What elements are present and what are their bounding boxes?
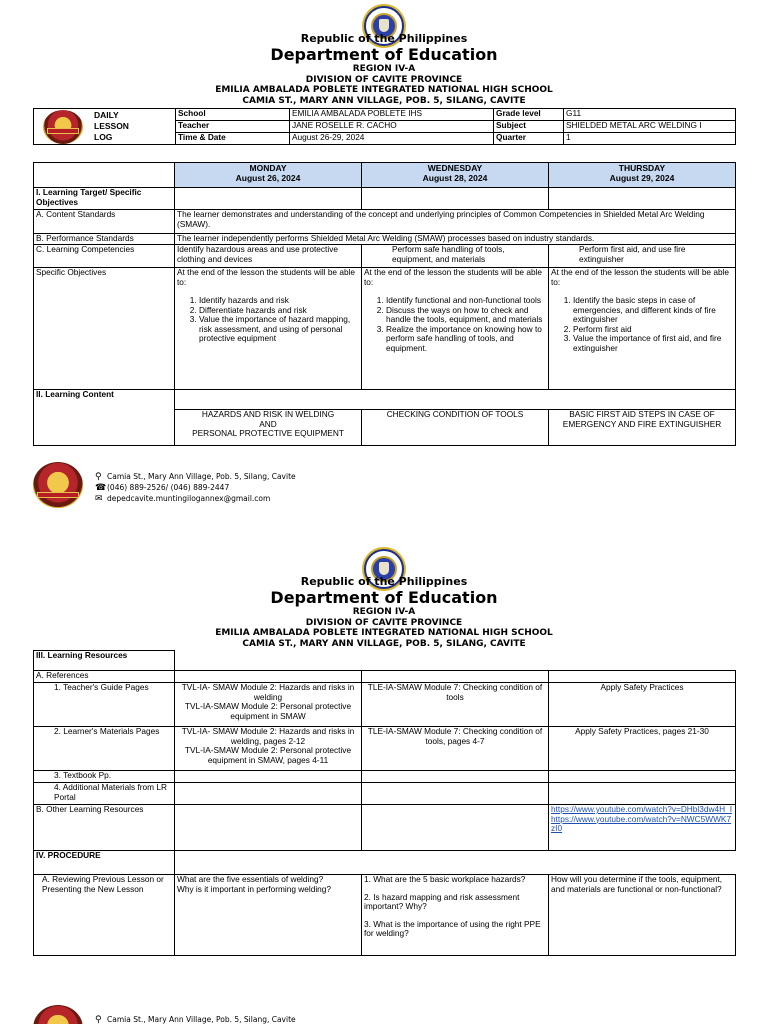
- lesson-table-2: [33, 650, 736, 956]
- region-line: REGION IV-A: [352, 64, 416, 74]
- competency-monday: Identify hazardous areas and use protective clothing and devices: [175, 245, 362, 268]
- footer-address: Camia St., Mary Ann Village, Pob. 5, Silang, Cavite: [107, 472, 296, 481]
- footer-logo: [33, 462, 83, 508]
- objective-item: 1. Identify functional and non-functional tools: [386, 296, 546, 306]
- info-table: [33, 108, 736, 145]
- resource-links: [549, 805, 736, 851]
- footer-email: depedcavite.muntingilogannex@gmail.com: [107, 494, 271, 503]
- school-logo: [43, 110, 83, 144]
- address-line: CAMIA ST., MARY ANN VILLAGE, POB. 5, SILANG, CAVITE: [242, 95, 526, 106]
- division-line: DIVISION OF CAVITE PROVINCE: [305, 74, 463, 85]
- footer-phone: (046) 889-2526/ (046) 889-2447: [107, 483, 230, 492]
- location-icon: ⚲: [95, 472, 102, 482]
- objective-item: 1. Identify hazards and risk: [199, 296, 359, 306]
- log-title-cell: [34, 109, 176, 145]
- time-value: August 26-29, 2024: [290, 133, 494, 145]
- references-label: A. References: [34, 671, 175, 683]
- youtube-link[interactable]: https://www.youtube.com/watch?v=NWC5WWK7zI0: [551, 813, 732, 833]
- content-thursday: BASIC FIRST AID STEPS IN CASE OF EMERGENCY AND FIRE EXTINGUISHER: [549, 410, 736, 446]
- procedure-wednesday: 1. What are the 5 basic workplace hazards? 2. Is hazard mapping and risk assessment important? Why? 3. What is the importance of using the right PPE for welding?: [362, 875, 549, 956]
- objectives-wednesday: At the end of the lesson the students will be able to: 1. Identify functional and non-functional tools 2. Discuss the ways on how to check and handle the tools, equipment, and materials 3. Realize the importance on knowing how to perform safe handling of tools, and equipment.: [362, 268, 549, 390]
- quarter-label: Quarter: [494, 133, 564, 145]
- grade-value: G11: [564, 109, 736, 121]
- department-title: Department of Education: [270, 45, 498, 64]
- youtube-link[interactable]: https://www.youtube.com/watch?v=DHbl3dw4H_I: [551, 804, 733, 814]
- page-header: [0, 32, 768, 106]
- objectives-monday: At the end of the lesson the students will be able to: 1. Identify hazards and risk 2. Differentiate hazards and risk 3. Value the importance of hazard mapping, risk assessment, and using of personal protective equipment: [175, 268, 362, 390]
- subject-label: Subject: [494, 121, 564, 133]
- other-resources-label: B. Other Learning Resources: [34, 805, 175, 851]
- page-header-2: Republic of the Philippines Department of Education REGION IV-A DIVISION OF CAVITE PROVINCE EMILIA AMBALADA POBLETE INTEGRATED NATIONAL HIGH SCHOOL CAMIA ST., MARY ANN VILLAGE, POB. 5, SILANG, CAVITE: [215, 575, 553, 649]
- objective-item: 3. Realize the importance on knowing how to perform safe handling of tools, and equipment.: [386, 325, 546, 354]
- teacher-label: Teacher: [176, 121, 290, 133]
- tg-monday: TVL-IA- SMAW Module 2: Hazards and risks in welding TVL-IA-SMAW Module 2: Personal protective equipment in SMAW: [175, 683, 362, 727]
- lm-label: 2. Learner's Materials Pages: [34, 727, 175, 771]
- day-header-wednesday: WEDNESDAY August 28, 2024: [362, 163, 549, 188]
- content-standards: The learner demonstrates and understanding of the concept and underlying principles of Common Competencies in Shielded Metal Arc Welding (SMAW).: [175, 210, 736, 234]
- competency-thursday: Perform first aid, and use fire extinguisher: [549, 245, 736, 268]
- additional-label: 4. Additional Materials from LR Portal: [34, 783, 175, 805]
- day-header-monday: MONDAY August 26, 2024: [175, 163, 362, 188]
- section1-title: I. Learning Target/ Specific Objectives: [34, 188, 175, 210]
- location-icon: ⚲: [95, 1015, 102, 1024]
- section4-title: IV. PROCEDURE: [34, 851, 175, 875]
- footer-logo: [33, 1005, 83, 1024]
- phone-icon: ☎: [95, 483, 107, 493]
- lesson-table-1: [33, 162, 736, 446]
- section3-title: III. Learning Resources: [34, 651, 175, 671]
- school-line: EMILIA AMBALADA POBLETE INTEGRATED NATIONAL HIGH SCHOOL: [215, 85, 553, 95]
- subject-value: SHIELDED METAL ARC WELDING I: [564, 121, 736, 133]
- school-label: School: [176, 109, 290, 121]
- mail-icon: ✉: [95, 494, 103, 504]
- objective-item: 2. Discuss the ways on how to check and handle the tools, equipment, and materials: [386, 306, 546, 325]
- objective-item: 1. Identify the basic steps in case of emergencies, and different kinds of fire extinguisher: [573, 296, 733, 325]
- tg-wednesday: TLE-IA-SMAW Module 7: Checking condition of tools: [362, 683, 549, 727]
- objective-item: 2. Differentiate hazards and risk: [199, 306, 359, 316]
- tg-label: 1. Teacher's Guide Pages: [34, 683, 175, 727]
- lm-monday: TVL-IA- SMAW Module 2: Hazards and risks in welding, pages 2-12 TVL-IA-SMAW Module 2: Personal protective equipment in SMAW, pages 4-11: [175, 727, 362, 771]
- republic-line: Republic of the Philippines: [300, 32, 468, 45]
- objective-item: 3. Value the importance of first aid, and fire extinguisher: [573, 334, 733, 353]
- teacher-value: JANE ROSELLE R. CACHO: [290, 121, 494, 133]
- review-label: A. Reviewing Previous Lesson or Presenting the New Lesson: [34, 875, 175, 956]
- competency-wednesday: Perform safe handling of tools, equipment, and materials: [362, 245, 549, 268]
- log-title-1: DAILY: [94, 110, 119, 120]
- day-header-thursday: THURSDAY August 29, 2024: [549, 163, 736, 188]
- content-standards-label: A. Content Standards: [34, 210, 175, 234]
- lm-wednesday: TLE-IA-SMAW Module 7: Checking condition of tools, pages 4-7: [362, 727, 549, 771]
- quarter-value: 1: [564, 133, 736, 145]
- performance-standards: The learner independently performs Shielded Metal Arc Welding (SMAW) processes based on industry standards.: [175, 234, 736, 245]
- lm-thursday: Apply Safety Practices, pages 21-30: [549, 727, 736, 771]
- procedure-thursday: How will you determine if the tools, equipment, and materials are functional or non-functional?: [549, 875, 736, 956]
- time-label: Time & Date: [176, 133, 290, 145]
- grade-label: Grade level: [494, 109, 564, 121]
- tg-thursday: Apply Safety Practices: [549, 683, 736, 727]
- objective-item: 2. Perform first aid: [573, 325, 733, 335]
- objectives-label: Specific Objectives: [34, 268, 175, 390]
- school-value: EMILIA AMBALADA POBLETE IHS: [290, 109, 494, 121]
- log-title-3: LOG: [94, 132, 113, 142]
- content-wednesday: CHECKING CONDITION OF TOOLS: [362, 410, 549, 446]
- objectives-thursday: At the end of the lesson the students will be able to: 1. Identify the basic steps in case of emergencies, and different kinds of fire extinguisher 2. Perform first aid 3. Value the importance of first aid, and fire extinguisher: [549, 268, 736, 390]
- competencies-label: C. Learning Competencies: [34, 245, 175, 268]
- content-monday: HAZARDS AND RISK IN WELDING AND PERSONAL PROTECTIVE EQUIPMENT: [175, 410, 362, 446]
- textbook-label: 3. Textbook Pp.: [34, 771, 175, 783]
- objective-item: 3. Value the importance of hazard mapping, risk assessment, and using of personal protective equipment: [199, 315, 359, 344]
- section2-title: II. Learning Content: [34, 390, 175, 410]
- performance-standards-label: B. Performance Standards: [34, 234, 175, 245]
- procedure-monday: What are the five essentials of welding? Why is it important in performing welding?: [175, 875, 362, 956]
- log-title-2: LESSON: [94, 121, 129, 131]
